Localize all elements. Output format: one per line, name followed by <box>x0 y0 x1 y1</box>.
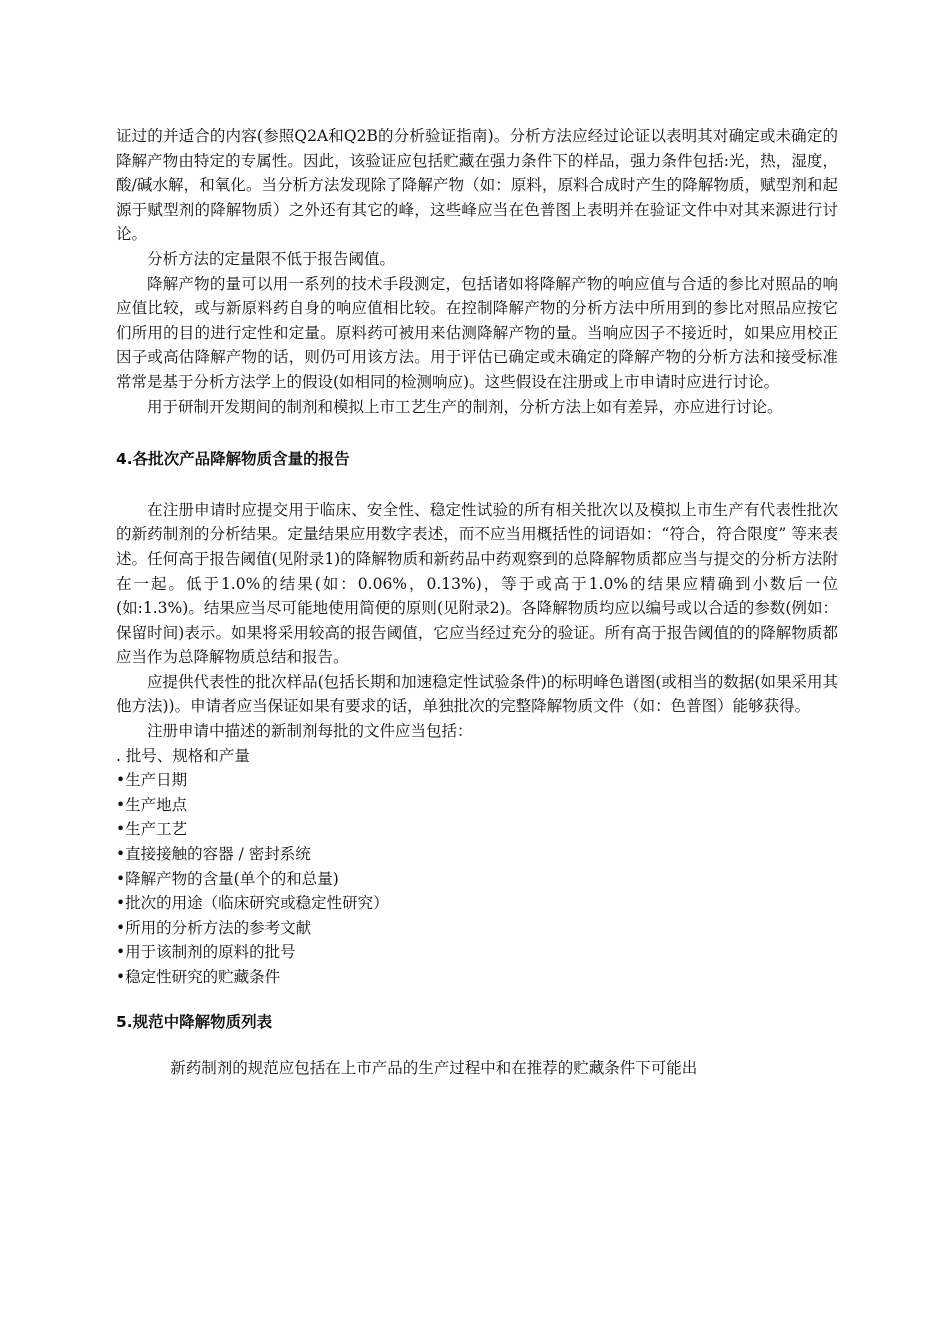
list-item: •用于该制剂的原料的批号 <box>116 943 296 962</box>
list-item: •生产日期 <box>116 771 188 790</box>
intro-paragraph-3: 降解产物的量可以用一系列的技术手段测定，包括诸如将降解产物的响应值与合适的参比对照品的响应值比较，或与新原料药自身的响应值相比较。在控制降解产物的分析方法中所用到的参比对照品应按它们所用的目的进行定性和定量。原料药可被用来估测降解产物的量。当响应因子不接近时，如果应用校正因子或高估降解产物的话，则仍可用该方法。用于评估已确定或未确定的降解产物的分析方法和接受标准常常是基于分析方法学上的假设(如相同的检测响应)。这些假设在注册或上市申请时应进行讨论。 <box>116 274 838 391</box>
intro-paragraph-1: 证过的并适合的内容(参照Q2A和Q2B的分析验证指南)。分析方法应经过论证以表明其对确定或未确定的降解产物由特定的专属性。因此，该验证应包括贮藏在强力条件下的样品，强力条件包括:光，热，湿度，酸/碱水解，和氧化。当分析方法发现除了降解产物（如：原料，原料合成时产生的降解物质，赋型剂和起源于赋型剂的降解物质）之外还有其它的峰，这些峰应当在色普图上表明并在验证文件中对其来源进行讨论。 <box>116 127 838 244</box>
section-4-paragraph-2: 应提供代表性的批次样品(包括长期和加速稳定性试验条件)的标明峰色谱图(或相当的数据(如果采用其他方法))。申请者应当保证如果有要求的话，单独批次的完整降解物质文件（如：色普图）能够获得。 <box>116 672 838 716</box>
section-5-heading: 5.规范中降解物质列表 <box>116 1012 273 1031</box>
list-item: •稳定性研究的贮藏条件 <box>116 968 281 986</box>
list-item: •生产工艺 <box>116 820 188 839</box>
list-item: •批次的用途（临床研究或稳定性研究） <box>116 894 389 913</box>
list-item: •所用的分析方法的参考文献 <box>116 918 312 937</box>
section-4-paragraph-1: 在注册申请时应提交用于临床、安全性、稳定性试验的所有相关批次以及模拟上市生产有代表性批次的新药制剂的分析结果。定量结果应用数字表述，而不应当用概括性的词语如：“符合，符合限度” 等来表述。任何高于报告阈值(见附录1)的降解物质和新药品中药观察到的总降解物质都应当与提交的分析方法附在一起。低于1.0%的结果(如：0.06%，0.13%)，等于或高于1.0%的结果应精确到小数后一位(如:1.3%)。结果应当尽可能地使用简便的原则(见附录2)。各降解物质均应以编号或以合适的参数(例如：保留时间)表示。如果将采用较高的报告阈值，它应当经过充分的验证。所有高于报告阈值的的降解物质都应当作为总降解物质总结和报告。 <box>116 500 838 667</box>
list-item: •降解产物的含量(单个的和总量) <box>116 869 339 888</box>
list-item: •生产地点 <box>116 795 188 814</box>
batch-document-list <box>116 744 838 990</box>
section-4-paragraph-3: 注册申请中描述的新制剂每批的文件应当包括： <box>147 722 473 741</box>
section-5-paragraph: 新药制剂的规范应包括在上市产品的生产过程中和在推荐的贮藏条件下可能出 <box>170 1059 698 1078</box>
intro-paragraph-4: 用于研制开发期间的制剂和模拟上市工艺生产的制剂，分析方法上如有差异，亦应进行讨论。 <box>147 397 783 416</box>
intro-paragraph-2: 分析方法的定量限不低于报告阈值。 <box>147 249 396 268</box>
list-item: •直接接触的容器 / 密封系统 <box>116 845 311 864</box>
section-4-heading: 4.各批次产品降解物质含量的报告 <box>116 450 350 469</box>
document-page <box>116 124 838 1081</box>
list-item: . 批号、规格和产量 <box>116 746 250 765</box>
